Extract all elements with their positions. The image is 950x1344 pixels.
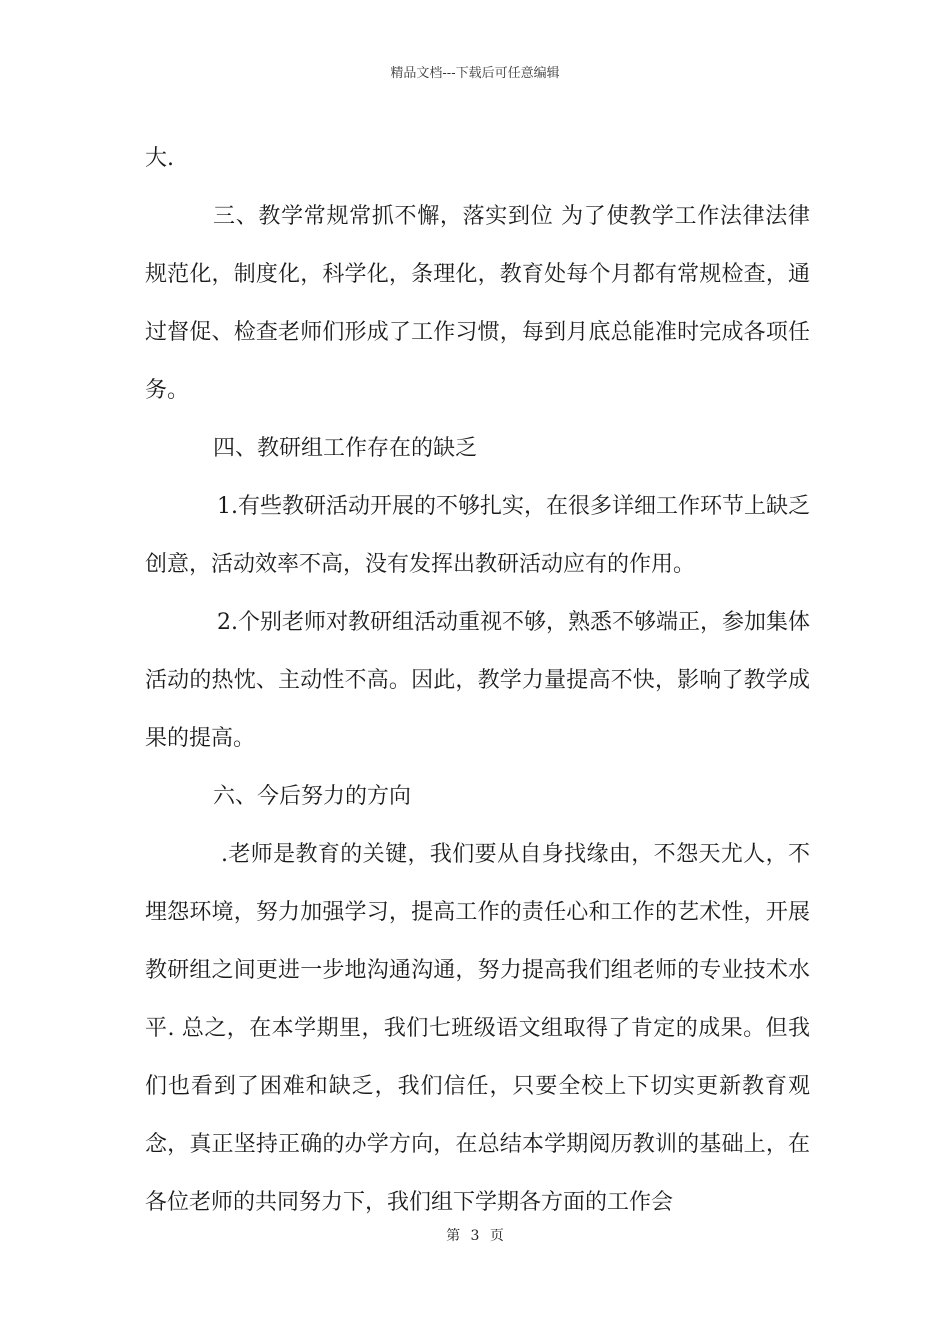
paragraph-item-two: 2.个别老师对教研组活动重视不够，熟悉不够端正，参加集体活动的热忱、主动性不高。因此，教学力量提高不快，影响了教学成果的提高。 <box>145 610 810 751</box>
page-footer <box>0 1227 950 1245</box>
footer-prefix: 第 <box>446 1228 461 1244</box>
footer-suffix: 页 <box>489 1228 504 1244</box>
page-number: 3 <box>470 1228 480 1244</box>
heading-section-six: 六、今后努力的方向 <box>213 784 412 809</box>
page-header <box>0 66 950 82</box>
heading-section-four: 四、教研组工作存在的缺乏 <box>213 436 478 461</box>
paragraph-continuation: 大. <box>145 146 174 171</box>
header-text: 精品文档---下载后可任意编辑 <box>390 66 560 81</box>
document-body <box>145 130 810 1232</box>
paragraph-future-direction: .老师是教育的关键，我们要从自身找缘由，不怨天尤人，不埋怨环境，努力加强学习，提高工作的责任心和工作的艺术性，开展教研组之间更进一步地沟通沟通，努力提高我们组老师的专业技术水平. 总之，在本学期里，我们七班级语文组取得了肯定的成果。但我们也看到了困难和缺乏，我们信任，只要全校上下切实更新教育观念，真正坚持正确的办学方向，在总结本学期阅历教训的基础上，在各位老师的共同努力下，我们组下学期各方面的工作会 <box>145 842 810 1215</box>
paragraph-item-one: 1.有些教研活动开展的不够扎实，在很多详细工作环节上缺乏创意，活动效率不高，没有发挥出教研活动应有的作用。 <box>145 494 810 577</box>
paragraph-section-three: 三、教学常规常抓不懈，落实到位 为了使教学工作法律法律规范化，制度化，科学化，条理化，教育处每个月都有常规检查，通过督促、检查老师们形成了工作习惯，每到月底总能准时完成各项任务。 <box>145 204 810 403</box>
